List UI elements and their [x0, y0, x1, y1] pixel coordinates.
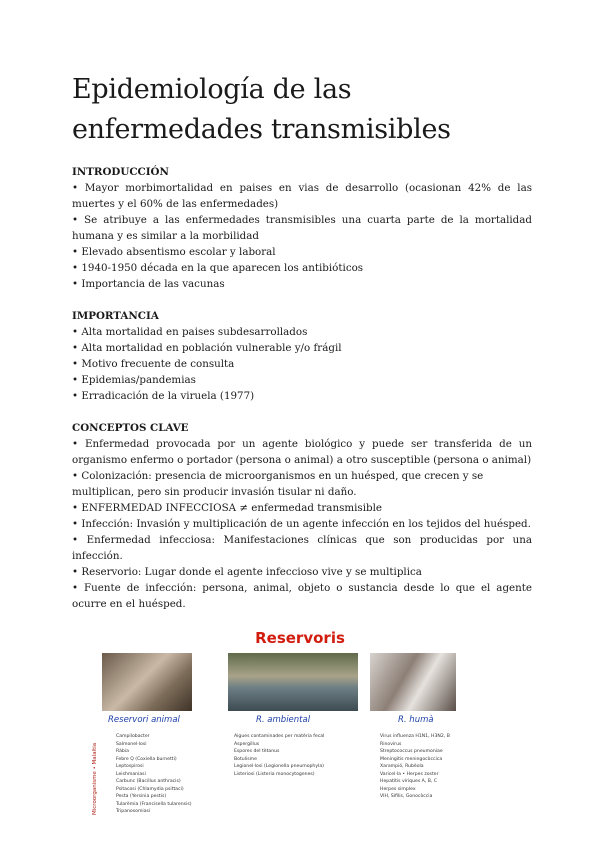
document-body: [72, 70, 532, 612]
list-item: • Importancia de las vacunas: [72, 278, 225, 290]
figure-title: Reservoris: [255, 629, 345, 647]
list-item: Ràbia: [116, 749, 129, 754]
list-item: Meningitis meningocòccica: [380, 756, 443, 762]
column-list-animal: [116, 733, 226, 816]
column-list-huma: [380, 733, 508, 801]
section-heading-intro: INTRODUCCIÓN: [72, 166, 169, 178]
list-item: • ENFERMEDAD INFECCIOSA ≠ enfermedad transmisible: [72, 502, 382, 514]
list-item: VIH, Sífilis, Gonocòccia: [380, 794, 433, 799]
list-item: • 1940-1950 década en la que aparecen los antibióticos: [72, 262, 364, 274]
list-item: • Epidemias/pandemias: [72, 374, 196, 386]
list-item: Espores del tètanus: [234, 749, 280, 754]
section-heading-conceptos: CONCEPTOS CLAVE: [72, 422, 189, 434]
list-item: • Erradicación de la viruela (1977): [72, 390, 255, 402]
list-item: Tularèmia (Francisella tularensis): [116, 801, 192, 807]
list-item: Leptospirosi: [116, 764, 144, 769]
list-item: • Mayor morbimortalidad en paises en vias de desarrollo (ocasionan 42% de las muertes y el 60% de las enfermedades): [72, 182, 532, 210]
list-item: Legionel·losi (Legionella pneumophyla): [234, 764, 324, 769]
reservoirs-figure: [88, 625, 512, 825]
list-item: Herpes simplex: [380, 786, 416, 792]
list-item: Aspergillus: [234, 741, 260, 747]
list-item: • Fuente de infección: persona, animal, objeto o sustancia desde lo que el agente ocurre en el huésped.: [72, 582, 532, 610]
list-item: • Colonización: presencia de microorganismos en un huésped, que crecen y se multiplican, pero sin producir invasión tisular ni daño.: [72, 470, 484, 498]
list-item: Febre Q (Coxiella burnetti): [116, 756, 177, 762]
list-item: Rinovirus: [380, 741, 402, 747]
list-item: Pesta (Yersinia pestis): [116, 794, 167, 799]
list-item: • Alta mortalidad en población vulnerable y/o frágil: [72, 342, 342, 354]
column-heading-huma: R. humà: [398, 715, 434, 725]
list-item: Campilobacter: [116, 734, 150, 739]
list-item: • Enfermedad infecciosa: Manifestaciones clínicas que son producidas por una infección.: [72, 534, 532, 562]
section-heading-importancia: IMPORTANCIA: [72, 310, 159, 322]
list-item: Virus influenza H1N1, H3N2, B: [380, 734, 450, 739]
list-item: • Se atribuye a las enfermedades transmisibles una cuarta parte de la mortalidad humana y es similar a la morbilidad: [72, 214, 532, 242]
list-item: Botulisme: [234, 756, 257, 762]
column-heading-animal: Reservori animal: [108, 715, 180, 725]
list-item: • Alta mortalidad en paises subdesarrollados: [72, 326, 308, 338]
list-item: • Enfermedad provocada por un agente biológico y puede ser transferida de un organismo enfermo o portador (persona o animal) a otro susceptible (persona o animal): [72, 438, 532, 466]
page-title: Epidemiología de las enfermedades transmisibles: [72, 74, 451, 145]
list-item: Leishmaniasi: [116, 771, 146, 777]
list-item: Salmonel·losi: [116, 741, 147, 747]
figure-side-label: Microorganisme • Malaltia: [92, 742, 98, 815]
animal-reservoir-photo: [102, 653, 192, 711]
column-heading-ambiental: R. ambiental: [256, 715, 311, 725]
column-list-ambiental: [234, 733, 366, 778]
list-item: • Infección: Invasión y multiplicación de un agente infección en los tejidos del huésped.: [72, 518, 531, 530]
list-item: Listeriosi (Listeria monocytogenes): [234, 771, 315, 777]
list-item: Carbunc (Bacillus anthracis): [116, 779, 181, 784]
list-item: • Motivo frecuente de consulta: [72, 358, 235, 370]
list-item: Aigues contaminades per matèria fecal: [234, 734, 325, 739]
environmental-reservoir-photo: [228, 653, 358, 711]
list-item: • Elevado absentismo escolar y laboral: [72, 246, 276, 258]
list-item: Psitacosi (Chlamydia psittaci): [116, 786, 184, 792]
list-item: Tripanosomiasi: [116, 809, 151, 814]
list-item: Xarampió, Rubèola: [380, 764, 424, 769]
list-item: • Reservorio: Lugar donde el agente infeccioso vive y se multiplica: [72, 566, 422, 578]
list-item: Streptococcus pneumoniae: [380, 749, 443, 754]
human-reservoir-photo: [370, 653, 456, 711]
list-item: Varicel·la • Herpes zoster: [380, 771, 439, 777]
list-item: Hepatitis víriques A, B, C: [380, 779, 438, 784]
